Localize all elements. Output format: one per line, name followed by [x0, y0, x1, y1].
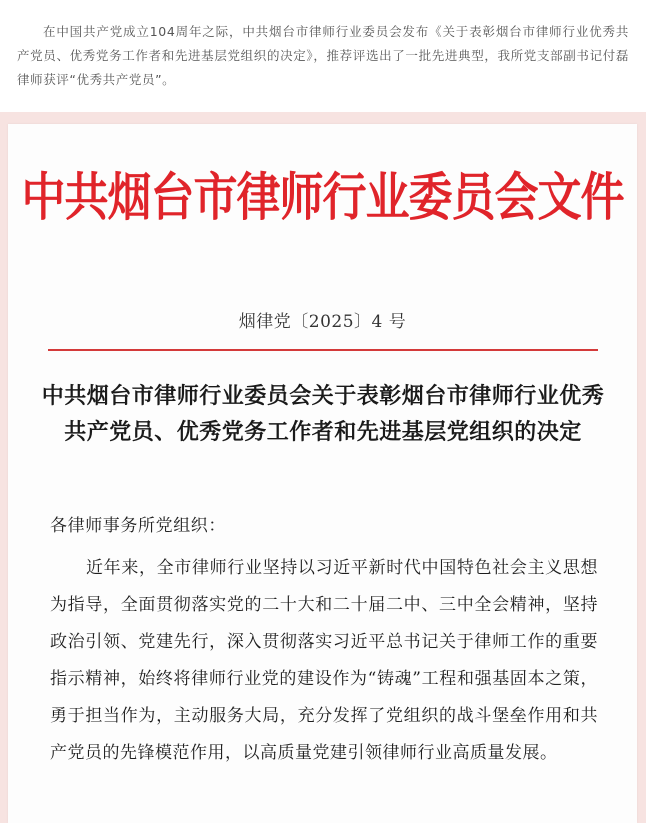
document-number: 烟律党〔2025〕4 号 [238, 312, 407, 332]
document-title: 中共烟台市律师行业委员会关于表彰烟台市律师行业优秀共产党员、优秀党务工作者和先进基层党组织的决定 [41, 383, 605, 445]
document-red-header: 中共烟台市律师行业委员会文件 [21, 167, 624, 228]
document-salutation: 各律师事务所党组织： [50, 516, 226, 536]
red-divider-line [48, 349, 598, 351]
intro-paragraph: 在中国共产党成立104周年之际，中共烟台市律师行业委员会发布《关于表彰烟台市律师行业优秀共产党员、优秀党务工作者和先进基层党组织的决定》，推荐评选出了一批先进典型，我所党支部副书记付磊律师获评“优秀共产党员”。 [17, 23, 629, 87]
document-body-paragraph: 近年来，全市律师行业坚持以习近平新时代中国特色社会主义思想为指导，全面贯彻落实党的二十大和二十届二中、三中全会精神，坚持政治引领、党建先行，深入贯彻落实习近平总书记关于律师工作的重要指示精神，始终将律师行业党的建设作为“铸魂”工程和强基固本之策，勇于担当作为，主动服务大局，充分发挥了党组织的战斗堡垒作用和共产党员的先锋模范作用，以高质量党建引领律师行业高质量发展。 [50, 558, 598, 763]
